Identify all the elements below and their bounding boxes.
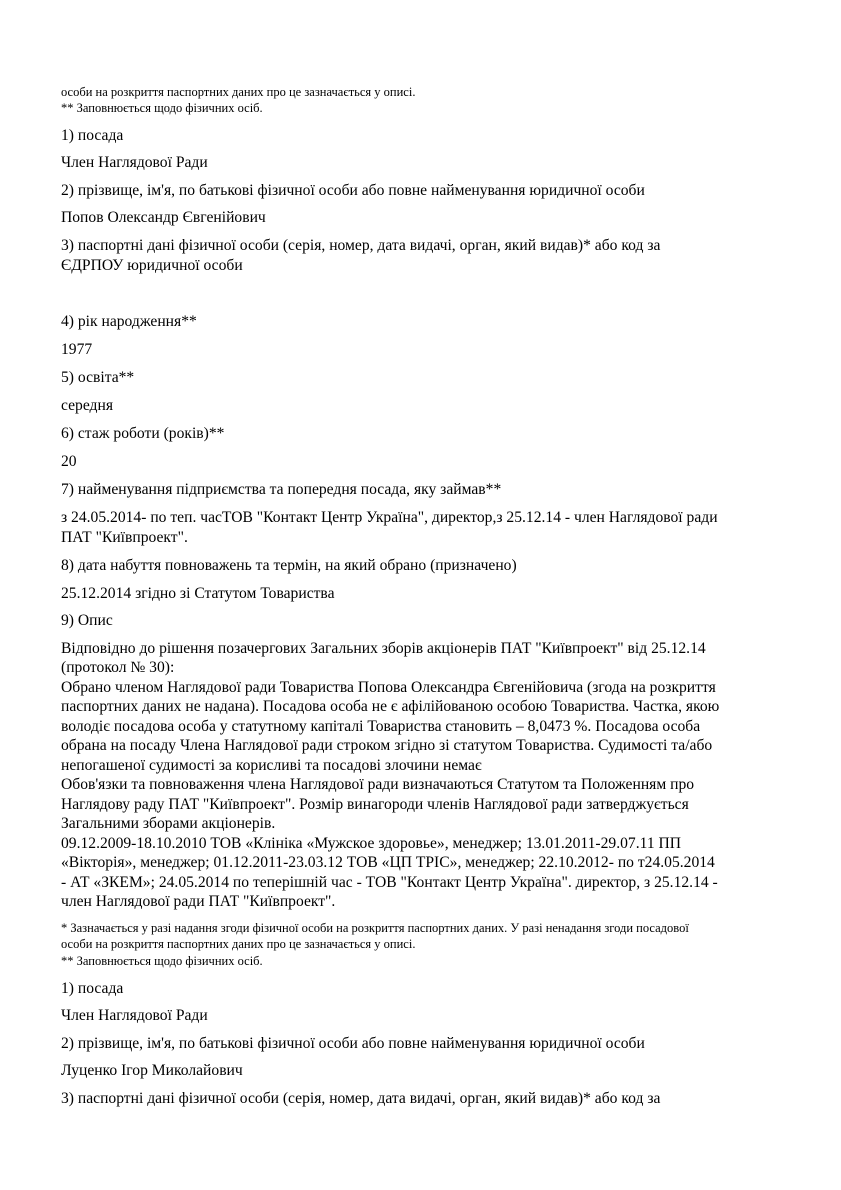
- field-education-value: середня: [61, 397, 113, 414]
- field-birth-year-label: 4) рік народження**: [61, 313, 197, 330]
- footnote-physical-persons: ** Заповнюється щодо фізичних осіб.: [61, 101, 263, 115]
- field-position-value: Член Наглядової Ради: [61, 154, 208, 171]
- field-passport-label-line2: ЄДРПОУ юридичної особи: [61, 257, 243, 274]
- description-line: володіє посадова особа у статутному капіталі Товариства становить – 8,0473 %. Посадова особа: [61, 718, 701, 735]
- field-appointment-label: 8) дата набуття повноважень та термін, на який обрано (призначено): [61, 557, 517, 574]
- description-line: - АТ «ЗКЕМ»; 24.05.2014 по теперішній час - ТОВ "Контакт Центр Україна". директор, з 25.12.14 -: [61, 874, 718, 891]
- footnote-consent: * Зазначається у разі надання згоди фізичної особи на розкриття паспортних даних. У разі ненадання згоди посадової: [61, 921, 689, 935]
- description-line: Відповідно до рішення позачергових Загальних зборів акціонерів ПАТ "Київпроект" від 25.12.14: [61, 640, 706, 657]
- field-position-label: 1) посада: [61, 127, 124, 144]
- field-education-label: 5) освіта**: [61, 369, 135, 386]
- field-experience-label: 6) стаж роботи (років)**: [61, 425, 225, 442]
- field-previous-job-value: з 24.05.2014- по теп. часТОВ "Контакт Центр Україна", директор,з 25.12.14 - член Наглядової ради: [61, 509, 718, 526]
- description-line: обрана на посаду Члена Наглядової ради строком згідно зі статутом Товариства. Судимості та/або: [61, 737, 713, 754]
- field-appointment-value: 25.12.2014 згідно зі Статутом Товариства: [61, 585, 335, 602]
- field-previous-job-label: 7) найменування підприємства та попередня посада, яку займав**: [61, 481, 502, 498]
- field-passport-label: 3) паспортні дані фізичної особи (серія, номер, дата видачі, орган, який видав)* або код за: [61, 237, 661, 254]
- description-line: член Наглядової ради ПАТ "Київпроект".: [61, 893, 336, 910]
- field-name-label: 2) прізвище, ім'я, по батькові фізичної особи або повне найменування юридичної особи: [61, 1035, 645, 1052]
- footnote-consent-line2: особи на розкриття паспортних даних про це зазначається у описі.: [61, 937, 416, 951]
- field-name-label: 2) прізвище, ім'я, по батькові фізичної особи або повне найменування юридичної особи: [61, 182, 645, 199]
- field-description-label: 9) Опис: [61, 612, 113, 629]
- field-experience-value: 20: [61, 453, 77, 470]
- footnote-physical-persons: ** Заповнюється щодо фізичних осіб.: [61, 954, 263, 968]
- field-name-value: Попов Олександр Євгенійович: [61, 209, 266, 226]
- description-line: Наглядову раду ПАТ "Київпроект". Розмір винагороди членів Наглядової ради затверджується: [61, 796, 689, 813]
- description-line: непогашеної судимості за корисливі та посадові злочини немає: [61, 757, 482, 774]
- field-passport-label: 3) паспортні дані фізичної особи (серія, номер, дата видачі, орган, який видав)* або код за: [61, 1090, 661, 1107]
- field-name-value: Луценко Ігор Миколайович: [61, 1062, 243, 1079]
- field-birth-year-value: 1977: [61, 341, 93, 358]
- description-line: Загальними зборами акціонерів.: [61, 815, 276, 832]
- description-line: Обрано членом Наглядової ради Товариства Попова Олександра Євгенійовича (згода на розкриття: [61, 679, 716, 696]
- description-line: 09.12.2009-18.10.2010 ТОВ «Клініка «Мужское здоровье», менеджер; 13.01.2011-29.07.11 ПП: [61, 835, 682, 852]
- field-previous-job-value-line2: ПАТ "Київпроект".: [61, 529, 188, 546]
- field-position-label: 1) посада: [61, 980, 124, 997]
- description-line: Обов'язки та повноваження члена Наглядової ради визначаються Статутом та Положенням про: [61, 776, 695, 793]
- description-line: паспортних даних не надана). Посадова особа не є афілійованою особою Товариства. Частка, якою: [61, 698, 720, 715]
- description-line: «Вікторія», менеджер; 01.12.2011-23.03.12 ТОВ «ЦП ТРІС», менеджер; 22.10.2012- по т24.05.2014: [61, 854, 715, 871]
- footnote-consent-continued: особи на розкриття паспортних даних про це зазначається у описі.: [61, 85, 416, 99]
- description-line: (протокол № 30):: [61, 659, 175, 676]
- field-position-value: Член Наглядової Ради: [61, 1007, 208, 1024]
